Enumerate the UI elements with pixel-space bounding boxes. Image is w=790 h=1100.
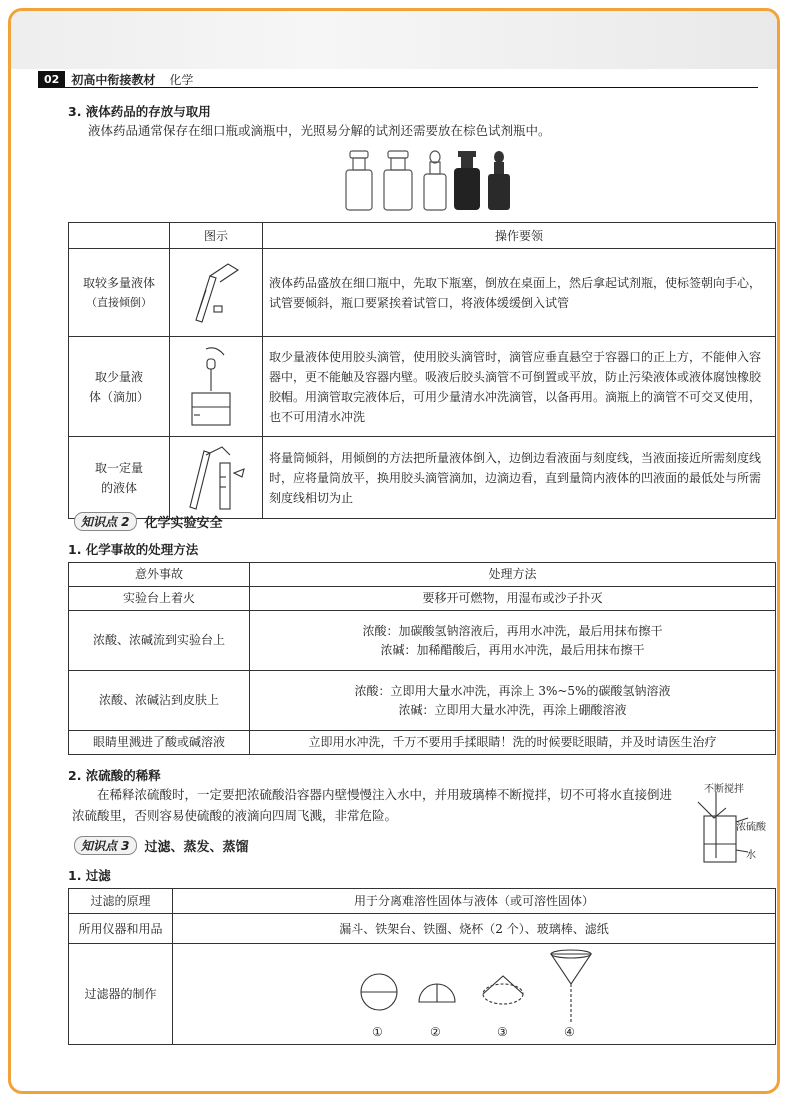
kp3-tag: 知识点 3	[74, 836, 137, 855]
label-text-2: 体（滴加）	[88, 389, 149, 404]
step-3-label: ③	[497, 1025, 508, 1039]
filter-steps	[179, 946, 769, 1042]
dropper-figure-cell	[170, 337, 263, 437]
table2-header-accident: 意外事故	[69, 563, 250, 587]
measuring-figure	[176, 443, 256, 513]
dropper-figure	[176, 345, 246, 429]
row-label	[69, 437, 170, 519]
dilution-section-title: 2. 浓硫酸的稀释	[68, 768, 161, 783]
label-text: 取较多量液体	[82, 275, 155, 290]
table-row	[69, 731, 776, 755]
filter-folding-sketch	[355, 946, 615, 1026]
table-row	[69, 889, 776, 914]
table-row	[69, 437, 776, 519]
pouring-figure	[176, 258, 246, 328]
method-line-1: 浓酸：加碳酸氢钠溶液后，再用水冲洗，最后用抹布擦干	[362, 623, 663, 638]
table-row	[69, 587, 776, 611]
accident-cell: 浓酸、浓碱沾到皮肤上	[69, 671, 250, 731]
content-cell: 漏斗、铁架台、铁圈、烧杯（2 个）、玻璃棒、滤纸	[173, 914, 776, 944]
book-title: 初高中衔接教材	[71, 72, 156, 87]
row-label	[69, 249, 170, 337]
label-sub: （直接倾倒）	[86, 295, 152, 309]
knowledge-point-2	[74, 512, 223, 531]
stir-label: 不断搅拌	[704, 784, 744, 795]
filtration-table	[68, 888, 776, 1045]
accident-cell: 实验台上着火	[69, 587, 250, 611]
filter-steps-cell	[173, 944, 776, 1045]
dilution-figure	[686, 778, 776, 870]
content-cell: 用于分离难溶性固体与液体（或可溶性固体）	[173, 889, 776, 914]
row-text: 液体药品盛放在细口瓶中，先取下瓶塞，倒放在桌面上，然后拿起试剂瓶，使标签朝向手心，试管要倾斜，瓶口要紧挨着试管口，将液体缓缓倒入试管	[263, 249, 776, 337]
method-cell	[250, 611, 776, 671]
knowledge-point-3	[74, 836, 249, 855]
method-cell	[250, 671, 776, 731]
water-label: 水	[746, 850, 756, 861]
accident-section-title: 1. 化学事故的处理方法	[68, 542, 199, 557]
cylinder-figure-cell	[170, 437, 263, 519]
running-header	[38, 70, 758, 88]
scan-top-band	[11, 11, 777, 69]
row-text: 取少量液体使用胶头滴管，使用胶头滴管时，滴管应垂直悬空于容器口的正上方，不能伸入容器中，更不能触及容器内壁。吸液后胶头滴管不可倒置或平放，防止污染液体或液体腐蚀橡胶胶帽。用滴管取完液体后，可用少量清水冲洗滴管，以备再用。滴瓶上的滴管不可交叉使用，也不可用清水冲洗	[263, 337, 776, 437]
kp3-title: 过滤、蒸发、蒸馏	[144, 840, 249, 855]
item-cell: 所用仪器和用品	[69, 914, 173, 944]
reagent-bottles-figure	[338, 148, 518, 214]
accident-table	[68, 562, 776, 755]
accident-cell: 浓酸、浓碱流到实验台上	[69, 611, 250, 671]
kp2-title: 化学实验安全	[144, 516, 223, 531]
row-text: 将量筒倾斜，用倾倒的方法把所量液体倒入，边倒边看液面与刻度线，当液面接近所需刻度线时，应将量筒放平，换用胶头滴管滴加，边滴边看，直到量筒内液体的凹液面的最低处与所需刻度线相切为止	[263, 437, 776, 519]
header-rule	[38, 87, 758, 88]
method-cell: 要移开可燃物，用湿布或沙子扑灭	[250, 587, 776, 611]
table1-header-blank	[69, 223, 170, 249]
table-row	[69, 249, 776, 337]
subject-label: 化学	[169, 72, 194, 87]
method-line-2: 浓碱：加稀醋酸后，再用水冲洗，最后用抹布擦干	[380, 642, 645, 657]
table-row	[69, 944, 776, 1045]
acid-label: 浓硫酸	[736, 822, 766, 833]
label-text: 取少量液	[94, 369, 143, 384]
method-line-1: 浓酸：立即用大量水冲洗，再涂上 3%~5%的碳酸氢钠溶液	[354, 683, 671, 698]
step-1-label: ①	[372, 1025, 383, 1039]
table-row	[69, 671, 776, 731]
table-row	[69, 611, 776, 671]
item-cell: 过滤的原理	[69, 889, 173, 914]
label-text-2: 的液体	[100, 480, 137, 495]
kp2-tag: 知识点 2	[74, 512, 137, 531]
method-line-2: 浓碱：立即用大量水冲洗，再涂上硼酸溶液	[398, 702, 627, 717]
filter-section-title: 1. 过滤	[68, 868, 111, 883]
pour-figure-cell	[170, 249, 263, 337]
table1-header-operation: 操作要领	[263, 223, 776, 249]
page-number: 02	[38, 71, 65, 87]
table-row	[69, 337, 776, 437]
label-text: 取一定量	[94, 460, 143, 475]
dilution-text: 在稀释浓硫酸时，一定要把浓硫酸沿容器内壁慢慢注入水中，并用玻璃棒不断搅拌，切不可将水直接倒进浓硫酸里，否则容易使硫酸的液滴向四周飞溅，非常危险。	[72, 787, 673, 823]
item-cell: 过滤器的制作	[69, 944, 173, 1045]
method-cell: 立即用水冲洗，千万不要用手揉眼睛！洗的时候要眨眼睛，并及时请医生治疗	[250, 731, 776, 755]
table2-header-method: 处理方法	[250, 563, 776, 587]
step-4-label: ④	[564, 1025, 575, 1039]
section-3-title: 3. 液体药品的存放与取用	[68, 104, 211, 119]
table1-header-figure: 图示	[170, 223, 263, 249]
row-label	[69, 337, 170, 437]
accident-cell: 眼睛里溅进了酸或碱溶液	[69, 731, 250, 755]
table-row	[69, 914, 776, 944]
step-2-label: ②	[430, 1025, 441, 1039]
liquid-handling-table	[68, 222, 776, 519]
section-3-intro: 液体药品通常保存在细口瓶或滴瓶中，光照易分解的试剂还需要放在棕色试剂瓶中。	[88, 123, 551, 138]
